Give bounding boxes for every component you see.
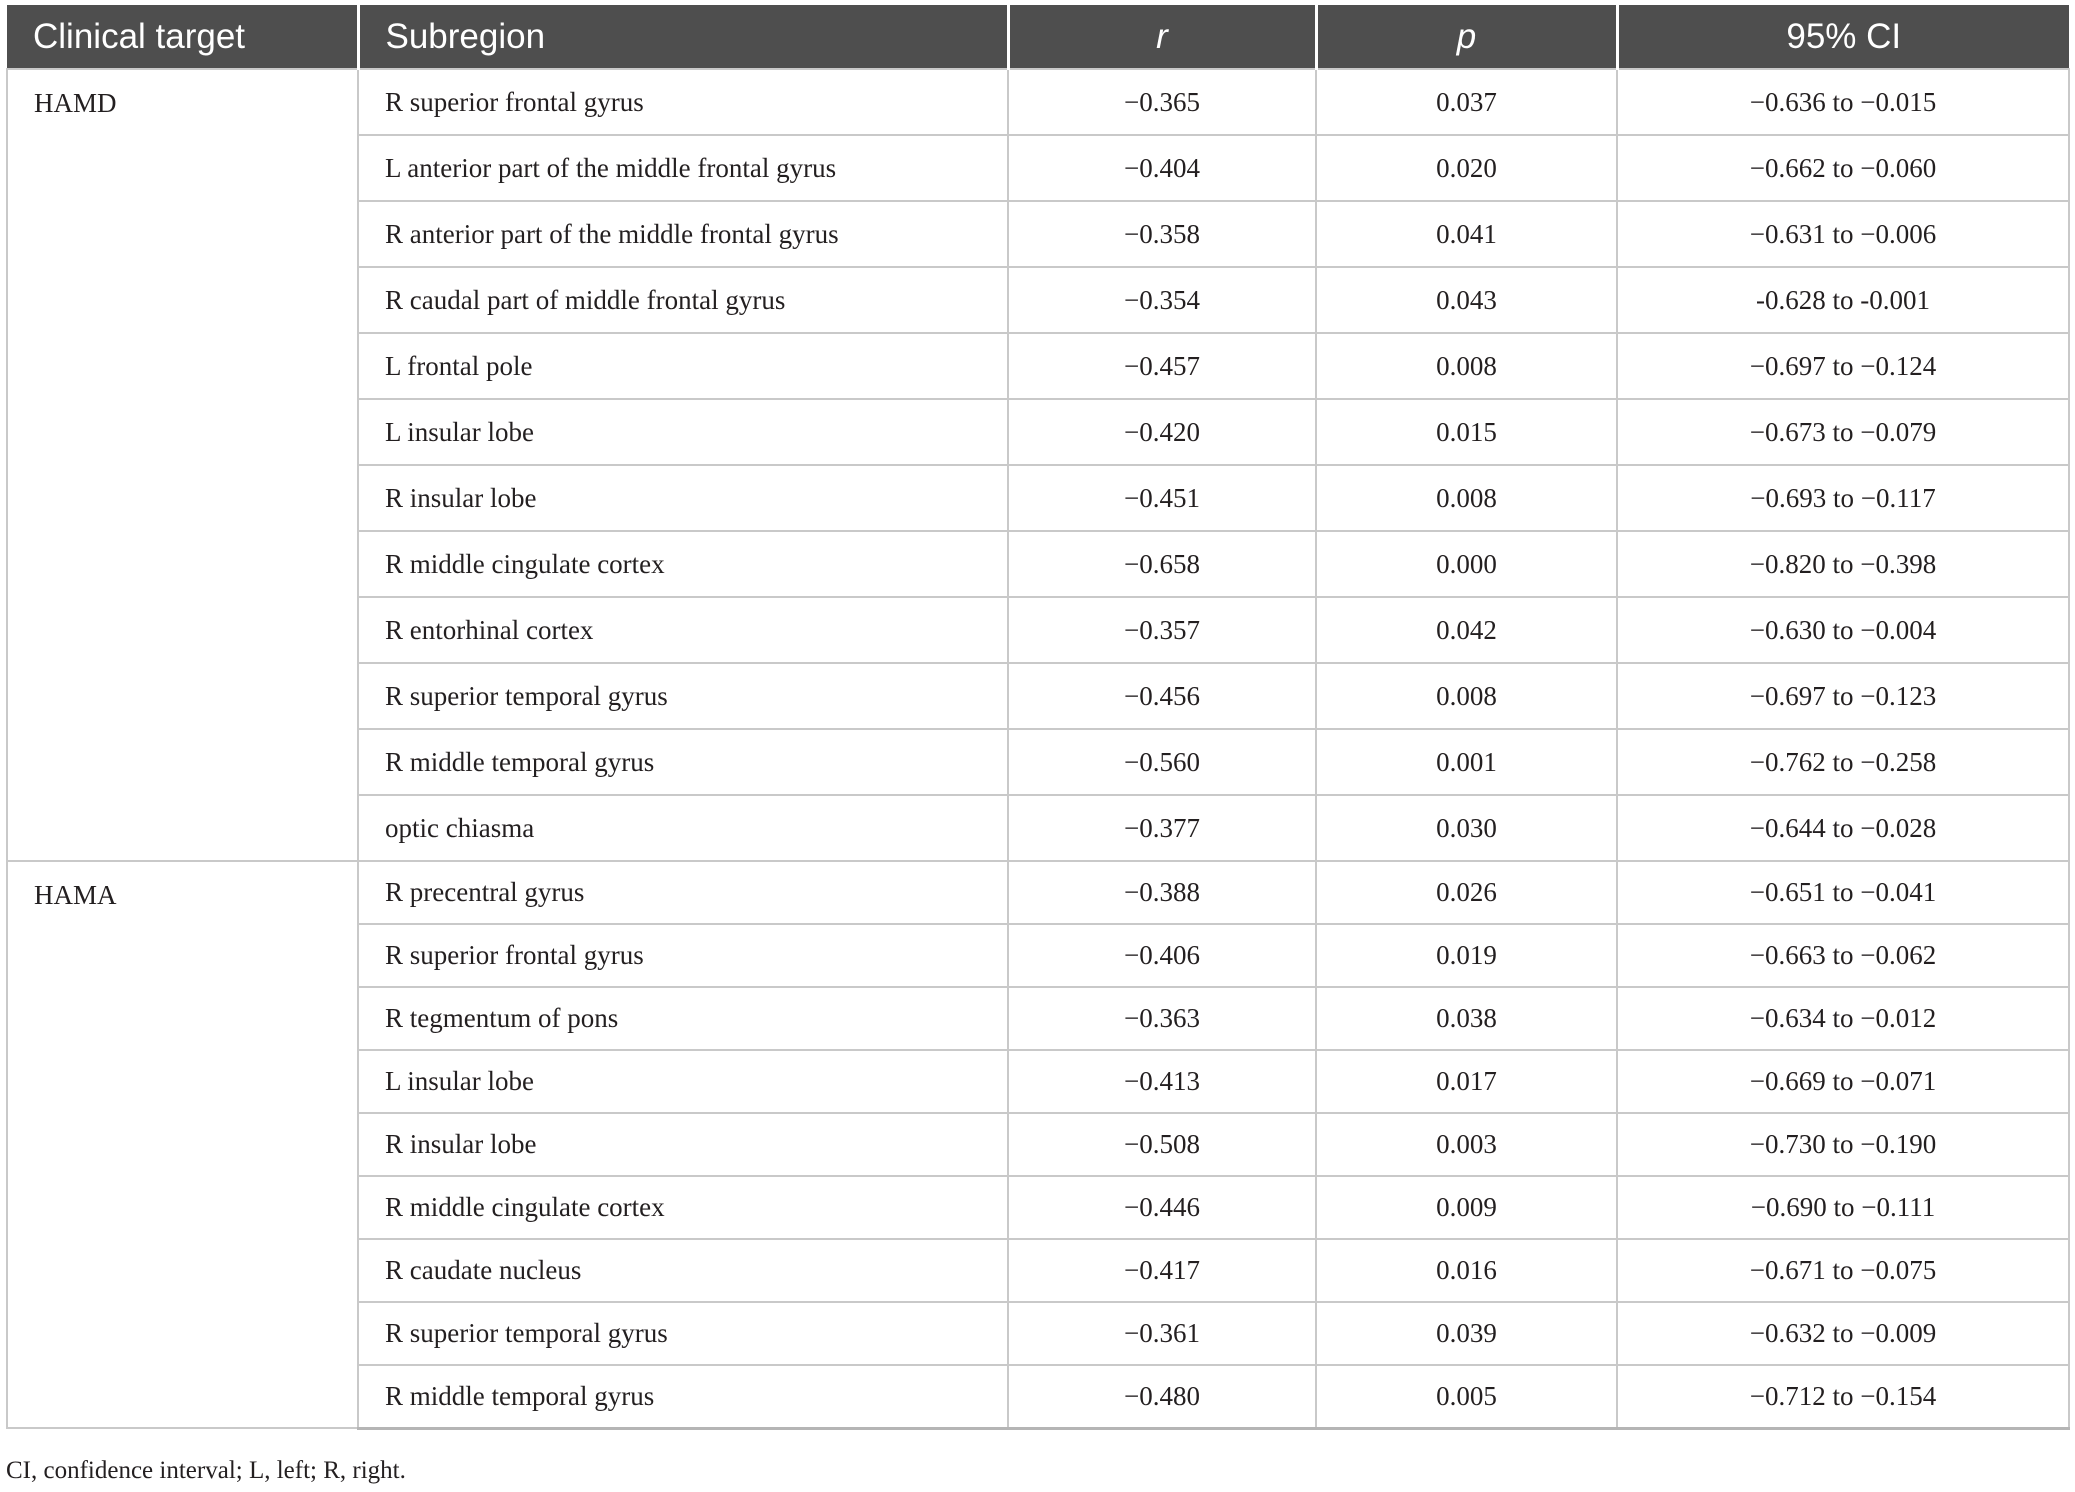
subregion-cell: R middle cingulate cortex xyxy=(358,1176,1008,1239)
header-clinical-target: Clinical target xyxy=(7,5,358,69)
r-cell: −0.354 xyxy=(1008,267,1316,333)
subregion-cell: R superior temporal gyrus xyxy=(358,1302,1008,1365)
r-cell: −0.377 xyxy=(1008,795,1316,861)
r-cell: −0.658 xyxy=(1008,531,1316,597)
r-cell: −0.451 xyxy=(1008,465,1316,531)
header-r: r xyxy=(1008,5,1316,69)
p-cell: 0.041 xyxy=(1316,201,1617,267)
header-ci: 95% CI xyxy=(1617,5,2069,69)
subregion-cell: R middle temporal gyrus xyxy=(358,1365,1008,1428)
p-cell: 0.043 xyxy=(1316,267,1617,333)
r-cell: −0.406 xyxy=(1008,924,1316,987)
r-cell: −0.480 xyxy=(1008,1365,1316,1428)
subregion-cell: optic chiasma xyxy=(358,795,1008,861)
r-cell: −0.420 xyxy=(1008,399,1316,465)
subregion-cell: R caudal part of middle frontal gyrus xyxy=(358,267,1008,333)
subregion-cell: R caudate nucleus xyxy=(358,1239,1008,1302)
subregion-cell: R superior frontal gyrus xyxy=(358,924,1008,987)
subregion-cell: L insular lobe xyxy=(358,1050,1008,1113)
ci-cell: −0.663 to −0.062 xyxy=(1617,924,2069,987)
p-cell: 0.008 xyxy=(1316,333,1617,399)
p-cell: 0.005 xyxy=(1316,1365,1617,1428)
ci-cell: −0.712 to −0.154 xyxy=(1617,1365,2069,1428)
r-cell: −0.413 xyxy=(1008,1050,1316,1113)
ci-cell: −0.651 to −0.041 xyxy=(1617,861,2069,924)
ci-cell: −0.697 to −0.123 xyxy=(1617,663,2069,729)
p-cell: 0.003 xyxy=(1316,1113,1617,1176)
correlation-table xyxy=(6,5,2070,1430)
p-cell: 0.039 xyxy=(1316,1302,1617,1365)
ci-cell: −0.690 to −0.111 xyxy=(1617,1176,2069,1239)
ci-cell: −0.693 to −0.117 xyxy=(1617,465,2069,531)
p-cell: 0.038 xyxy=(1316,987,1617,1050)
r-cell: −0.457 xyxy=(1008,333,1316,399)
subregion-cell: L frontal pole xyxy=(358,333,1008,399)
subregion-cell: L anterior part of the middle frontal gyrus xyxy=(358,135,1008,201)
header-p: p xyxy=(1316,5,1617,69)
r-cell: −0.365 xyxy=(1008,69,1316,135)
subregion-cell: R anterior part of the middle frontal gyrus xyxy=(358,201,1008,267)
ci-cell: −0.632 to −0.009 xyxy=(1617,1302,2069,1365)
p-cell: 0.015 xyxy=(1316,399,1617,465)
ci-cell: −0.669 to −0.071 xyxy=(1617,1050,2069,1113)
ci-cell: −0.730 to −0.190 xyxy=(1617,1113,2069,1176)
table-body xyxy=(7,69,2069,1428)
r-cell: −0.560 xyxy=(1008,729,1316,795)
p-cell: 0.019 xyxy=(1316,924,1617,987)
r-cell: −0.446 xyxy=(1008,1176,1316,1239)
p-cell: 0.008 xyxy=(1316,465,1617,531)
header-subregion: Subregion xyxy=(358,5,1008,69)
p-cell: 0.042 xyxy=(1316,597,1617,663)
r-cell: −0.358 xyxy=(1008,201,1316,267)
table-header xyxy=(7,5,2069,69)
subregion-cell: R superior frontal gyrus xyxy=(358,69,1008,135)
subregion-cell: R precentral gyrus xyxy=(358,861,1008,924)
p-cell: 0.026 xyxy=(1316,861,1617,924)
table-row xyxy=(7,861,2069,924)
subregion-cell: L insular lobe xyxy=(358,399,1008,465)
p-cell: 0.008 xyxy=(1316,663,1617,729)
table-footnote: CI, confidence interval; L, left; R, right. xyxy=(6,1457,406,1484)
ci-cell: −0.762 to −0.258 xyxy=(1617,729,2069,795)
p-cell: 0.030 xyxy=(1316,795,1617,861)
ci-cell: −0.671 to −0.075 xyxy=(1617,1239,2069,1302)
r-cell: −0.417 xyxy=(1008,1239,1316,1302)
p-cell: 0.020 xyxy=(1316,135,1617,201)
ci-cell: −0.673 to −0.079 xyxy=(1617,399,2069,465)
subregion-cell: R superior temporal gyrus xyxy=(358,663,1008,729)
ci-cell: −0.662 to −0.060 xyxy=(1617,135,2069,201)
p-cell: 0.016 xyxy=(1316,1239,1617,1302)
subregion-cell: R middle cingulate cortex xyxy=(358,531,1008,597)
r-cell: −0.357 xyxy=(1008,597,1316,663)
ci-cell: −0.634 to −0.012 xyxy=(1617,987,2069,1050)
p-cell: 0.037 xyxy=(1316,69,1617,135)
r-cell: −0.456 xyxy=(1008,663,1316,729)
r-cell: −0.388 xyxy=(1008,861,1316,924)
results-table-container xyxy=(6,5,2068,1430)
subregion-cell: R insular lobe xyxy=(358,1113,1008,1176)
p-cell: 0.000 xyxy=(1316,531,1617,597)
ci-cell: −0.697 to −0.124 xyxy=(1617,333,2069,399)
ci-cell: −0.644 to −0.028 xyxy=(1617,795,2069,861)
ci-cell: −0.820 to −0.398 xyxy=(1617,531,2069,597)
table-row xyxy=(7,69,2069,135)
clinical-target-cell: HAMD xyxy=(7,69,358,861)
header-row xyxy=(7,5,2069,69)
subregion-cell: R tegmentum of pons xyxy=(358,987,1008,1050)
p-cell: 0.001 xyxy=(1316,729,1617,795)
ci-cell: −0.630 to −0.004 xyxy=(1617,597,2069,663)
r-cell: −0.363 xyxy=(1008,987,1316,1050)
p-cell: 0.017 xyxy=(1316,1050,1617,1113)
p-cell: 0.009 xyxy=(1316,1176,1617,1239)
ci-cell: -0.628 to -0.001 xyxy=(1617,267,2069,333)
clinical-target-cell: HAMA xyxy=(7,861,358,1428)
subregion-cell: R middle temporal gyrus xyxy=(358,729,1008,795)
subregion-cell: R entorhinal cortex xyxy=(358,597,1008,663)
r-cell: −0.361 xyxy=(1008,1302,1316,1365)
ci-cell: −0.631 to −0.006 xyxy=(1617,201,2069,267)
subregion-cell: R insular lobe xyxy=(358,465,1008,531)
r-cell: −0.508 xyxy=(1008,1113,1316,1176)
r-cell: −0.404 xyxy=(1008,135,1316,201)
ci-cell: −0.636 to −0.015 xyxy=(1617,69,2069,135)
